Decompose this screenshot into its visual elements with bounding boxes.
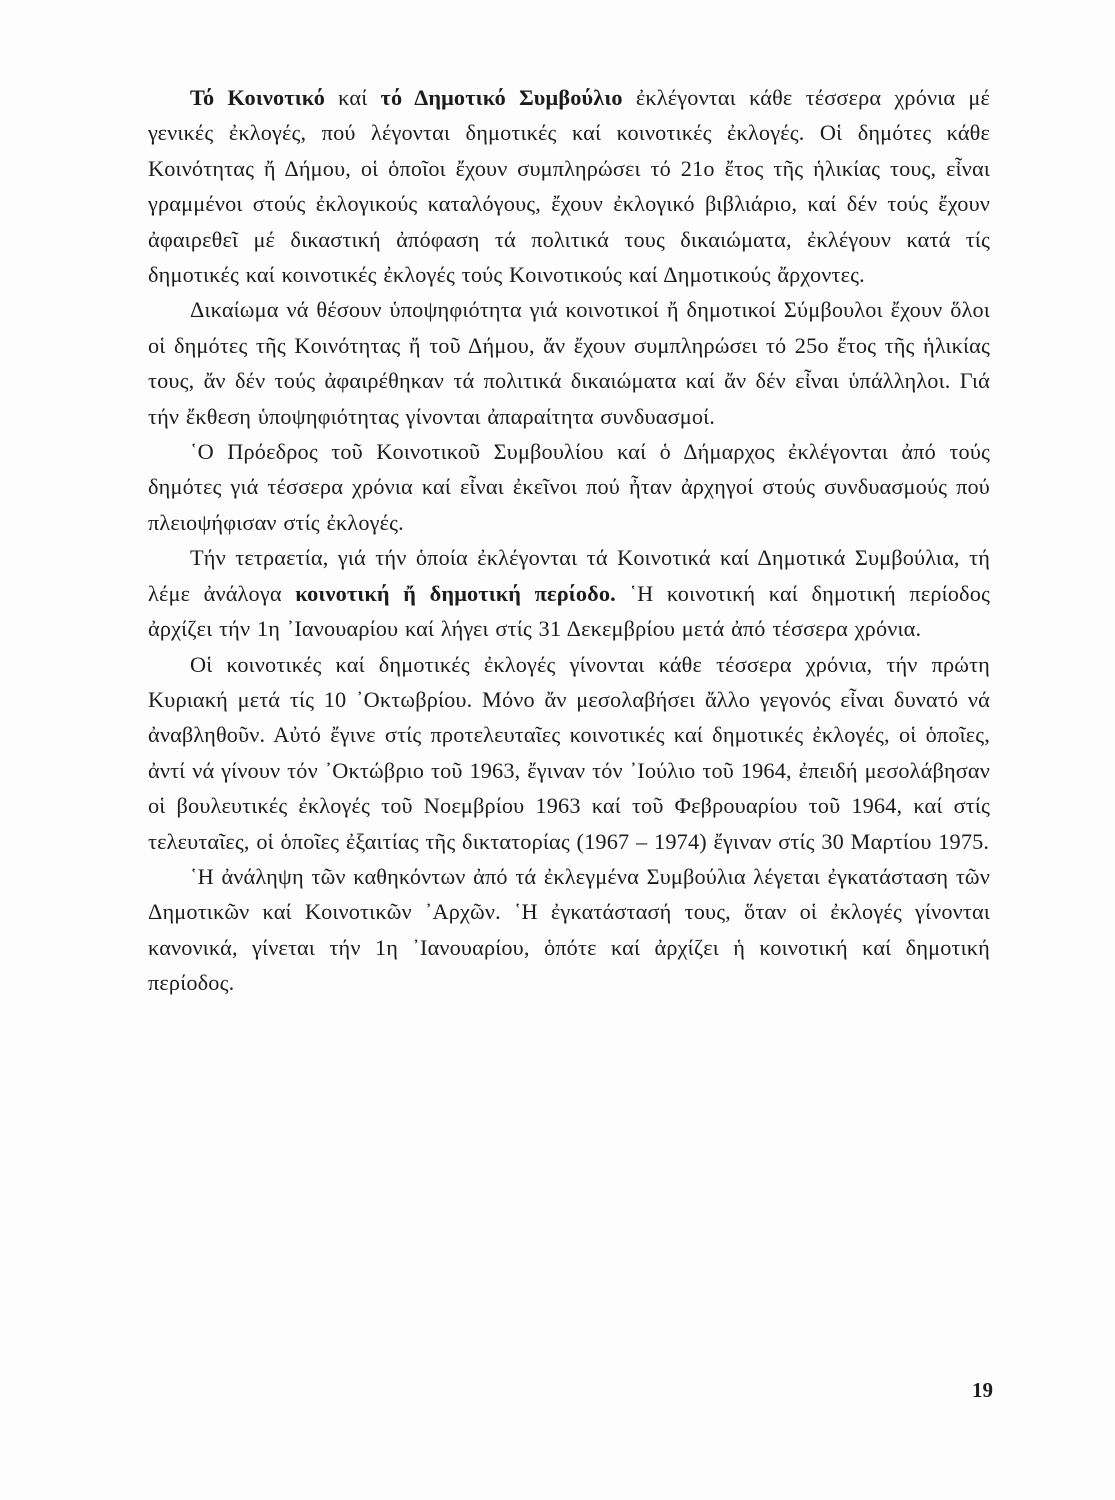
bold-term: Τό Κοινοτικό bbox=[190, 85, 325, 110]
text-run: Οἱ κοινοτικές καί δημοτικές ἐκλογές γίνονται κάθε τέσσερα χρόνια, τήν πρώτη Κυριακή μετά τίς 10 ᾿Οκτωβρίου. Μόνο ἄν μεσολαβήσει ἄλλο γεγονός εἶναι δυνατό νά ἀναβληθοῦν. Αὐτό ἔγινε στίς προτελευταῖες κοινοτικές καί δημοτικές ἐκλογές, οἱ ὁποῖες, ἀντί νά γίνουν τόν ᾿Οκτώβριο τοῦ 1963, ἔγιναν τόν ᾿Ιούλιο τοῦ 1964, ἐπειδή μεσολάβησαν οἱ βουλευτικές ἐκλογές τοῦ Νοεμβρίου 1963 καί τοῦ Φεβρουαρίου τοῦ 1964, καί στίς τελευταῖες, οἱ ὁποῖες ἐξαιτίας τῆς δικτατορίας (1967 – 1974) ἔγιναν στίς 30 Μαρτίου 1975. bbox=[148, 651, 990, 854]
paragraph-6 bbox=[148, 859, 990, 1001]
text-run: ῾Η ἀνάληψη τῶν καθηκόντων ἀπό τά ἐκλεγμένα Συμβούλια λέγεται ἐγκατάσταση τῶν Δημοτικῶν καί Κοινοτικῶν ᾿Αρχῶν. ῾Η ἐγκατάστασή τους, ὅταν οἱ ἐκλογές γίνονται κανονικά, γίνεται τήν 1η ᾿Ιανουαρίου, ὁπότε καί ἀρχίζει ἡ κοινοτική καί δημοτική περίοδος. bbox=[148, 863, 990, 996]
text-run: ῾Η κοινοτική καί δημοτική περίοδος ἀρχίζει τήν 1η ᾿Ιανουαρίου καί λήγει στίς 31 Δεκεμβρίου μετά ἀπό τέσσερα χρόνια. bbox=[148, 580, 990, 642]
paragraph-5 bbox=[148, 647, 990, 859]
text-run: Δικαίωμα νά θέσουν ὑποψηφιότητα γιά κοινοτικοί ἤ δημοτικοί Σύμβουλοι ἔχουν ὅλοι οἱ δημότες τῆς Κοινότητας ἤ τοῦ Δήμου, ἄν ἔχουν συμπληρώσει τό 25ο ἔτος τῆς ἡλικίας τους, ἄν δέν τούς ἀφαιρέθηκαν τά πολιτικά δικαιώματα καί ἄν δέν εἶναι ὑπάλληλοι. Γιά τήν ἔκθεση ὑποψηφιότητας γίνονται ἀπαραίτητα συνδυασμοί. bbox=[148, 297, 990, 429]
text-run: καί bbox=[325, 85, 381, 110]
text-run: Τήν τετραετία, γιά τήν ὁποία ἐκλέγονται τά Κοινοτικά καί Δημοτικά Συμβούλια, τή λέμε ἀνάλογα bbox=[148, 545, 990, 606]
bold-term: τό Δημοτικό Συμβούλιο bbox=[380, 85, 623, 110]
paragraph-4 bbox=[148, 540, 990, 646]
text-run: ἐκλέγονται κάθε τέσσερα χρόνια μέ γενικές ἐκλογές, πού λέγονται δημοτικές καί κοινοτικές ἐκλογές. Οἱ δημότες κάθε Κοινότητας ἤ Δήμου, οἱ ὁποῖοι ἔχουν συμπληρώσει τό 21ο ἔτος τῆς ἡλικίας τους, εἶναι γραμμένοι στούς ἐκλογικούς καταλόγους, ἔχουν ἐκλογικό βιβλιάριο, καί δέν τούς ἔχουν ἀφαιρεθεῖ μέ δικαστική ἀπόφαση τά πολιτικά τους δικαιώματα, ἐκλέγουν κατά τίς δημοτικές καί κοινοτικές ἐκλογές τούς Κοινοτικούς καί Δημοτικούς ἄρχοντες. bbox=[148, 85, 990, 288]
text-run: ῾Ο Πρόεδρος τοῦ Κοινοτικοῦ Συμβουλίου καί ὁ Δήμαρχος ἐκλέγονται ἀπό τούς δημότες γιά τέσσερα χρόνια καί εἶναι ἐκεῖνοι πού ἦταν ἀρχηγοί στούς συνδυασμούς πού πλειοψήφισαν στίς ἐκλογές. bbox=[148, 439, 990, 535]
paragraph-1 bbox=[148, 80, 990, 292]
body-text bbox=[148, 80, 990, 1001]
bold-term: κοινοτική ἤ δημοτική περίοδο. bbox=[295, 580, 616, 606]
paragraph-2 bbox=[148, 292, 990, 434]
paragraph-3 bbox=[148, 434, 990, 540]
page-number: 19 bbox=[972, 1378, 993, 1402]
